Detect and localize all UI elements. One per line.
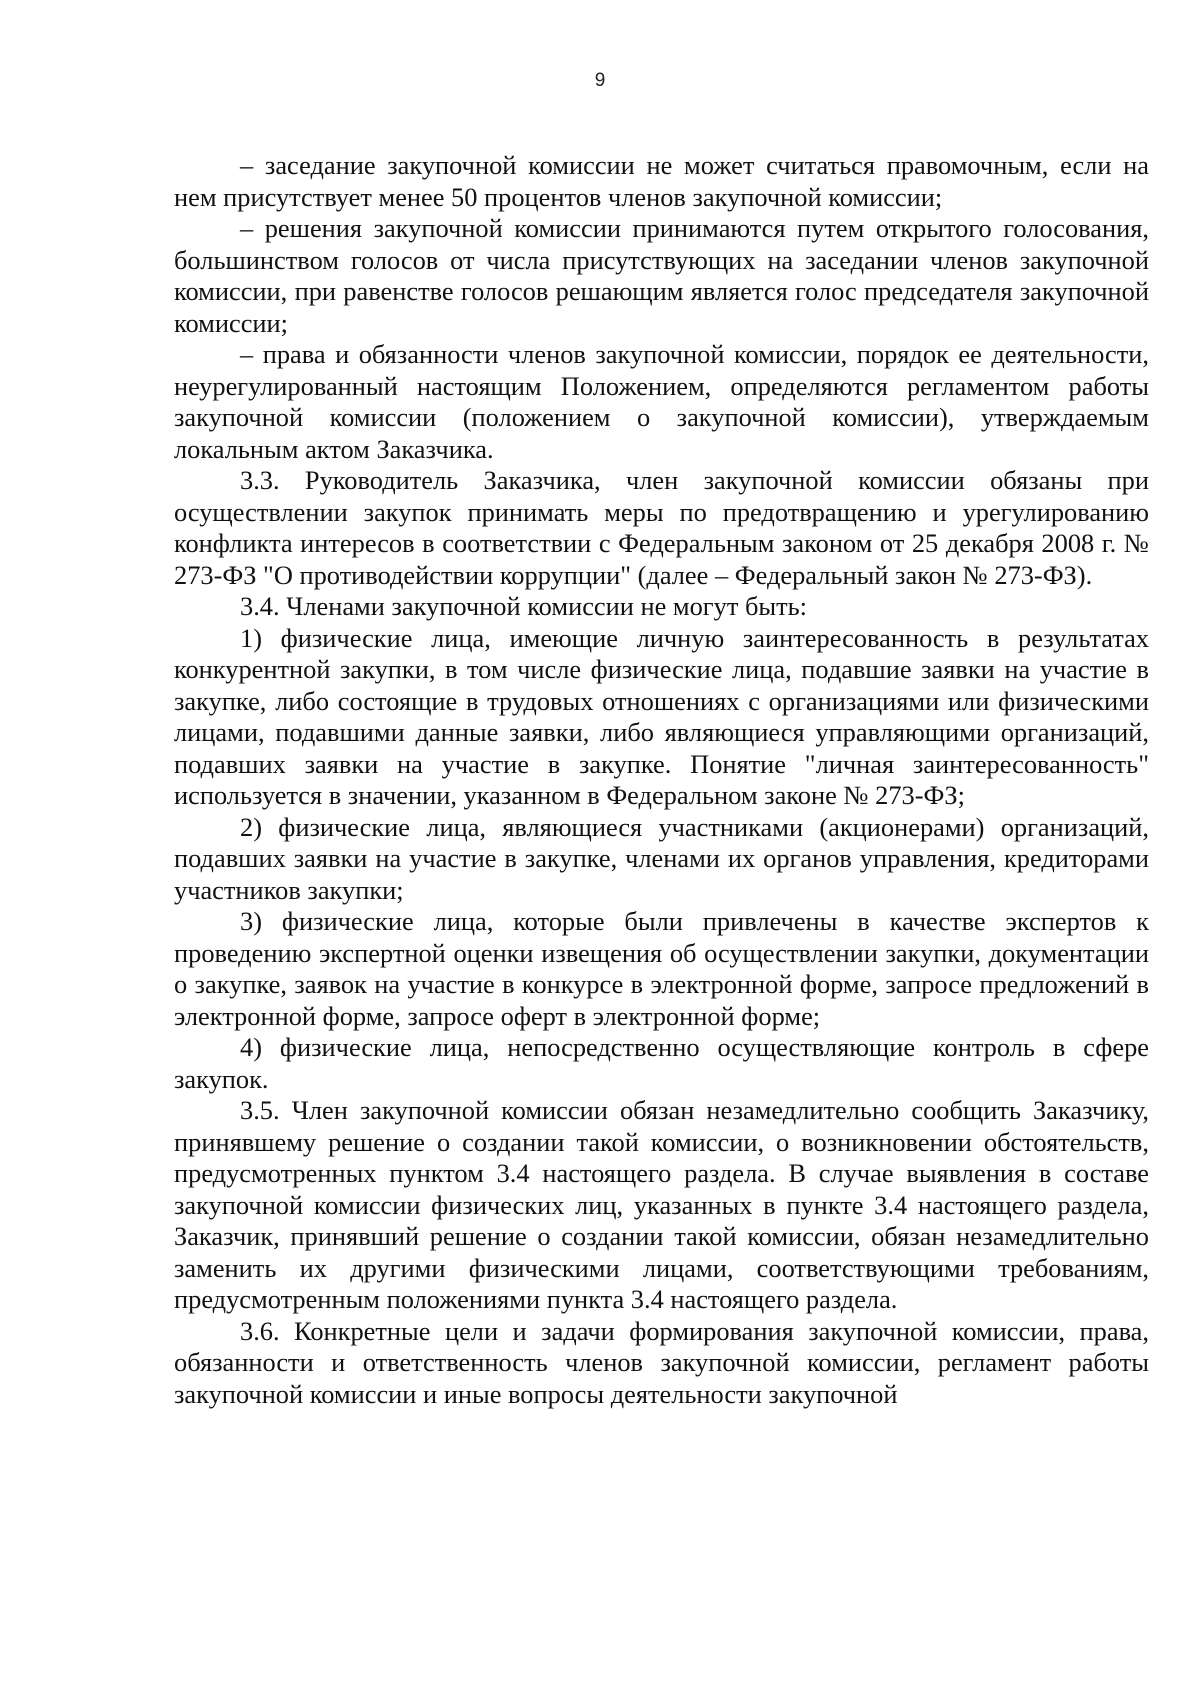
paragraph-3-6: 3.6. Конкретные цели и задачи формирования закупочной комиссии, права, обязанности и ответственность членов закупочной комиссии, регламент работы закупочной комиссии и иные вопросы деятельности закупочной bbox=[174, 1315, 1149, 1409]
paragraph-voting-rule: – решения закупочной комиссии принимаются путем открытого голосования, большинством голосов от числа присутствующих на заседании членов закупочной комиссии, при равенстве голосов решающим является голос председателя закупочной комиссии; bbox=[174, 213, 1149, 338]
page-number: 9 bbox=[594, 70, 606, 91]
paragraph-3-4-item-2: 2) физические лица, являющиеся участниками (акционерами) организаций, подавших заявки на участие в закупке, членами их органов управления, кредиторами участников закупки; bbox=[174, 811, 1149, 905]
paragraph-3-4: 3.4. Членами закупочной комиссии не могут быть: bbox=[240, 591, 808, 621]
document-body bbox=[174, 150, 1149, 1410]
paragraph-3-3: 3.3. Руководитель Заказчика, член закупочной комиссии обязаны при осуществлении закупок принимать меры по предотвращению и урегулированию конфликта интересов в соответствии с Федеральным законом от 25 декабря 2008 г. № 273-ФЗ "О противодействии коррупции" (далее – Федеральный закон № 273-ФЗ). bbox=[174, 465, 1149, 590]
paragraph-3-4-item-1: 1) физические лица, имеющие личную заинтересованность в результатах конкурентной закупки, в том числе физические лица, подавшие заявки на участие в закупке, либо состоящие в трудовых отношениях с организациями или физическими лицами, подавшими данные заявки, либо являющиеся управляющими организаций, подавших заявки на участие в закупке. Понятие "личная заинтересованность" используется в значении, указанном в Федеральном законе № 273-ФЗ; bbox=[174, 622, 1149, 810]
paragraph-3-4-item-3: 3) физические лица, которые были привлечены в качестве экспертов к проведению экспертной оценки извещения об осуществлении закупки, документации о закупке, заявок на участие в конкурсе в электронной форме, запросе предложений в электронной форме, запросе оферт в электронной форме; bbox=[174, 906, 1149, 1031]
paragraph-3-5: 3.5. Член закупочной комиссии обязан незамедлительно сообщить Заказчику, принявшему решение о создании такой комиссии, о возникновении обстоятельств, предусмотренных пунктом 3.4 настоящего раздела. В случае выявления в составе закупочной комиссии физических лиц, указанных в пункте 3.4 настоящего раздела, Заказчик, принявший решение о создании такой комиссии, обязан незамедлительно заменить их другими физическими лицами, соответствующими требованиям, предусмотренным положениями пункта 3.4 настоящего раздела. bbox=[174, 1095, 1149, 1314]
paragraph-3-4-item-4: 4) физические лица, непосредственно осуществляющие контроль в сфере закупок. bbox=[174, 1032, 1149, 1094]
paragraph-rights-duties: – права и обязанности членов закупочной комиссии, порядок ее деятельности, неурегулированный настоящим Положением, определяются регламентом работы закупочной комиссии (положением о закупочной комиссии), утверждаемым локальным актом Заказчика. bbox=[174, 339, 1149, 464]
paragraph-quorum-rule: – заседание закупочной комиссии не может считаться правомочным, если на нем присутствует менее 50 процентов членов закупочной комиссии; bbox=[174, 150, 1149, 212]
